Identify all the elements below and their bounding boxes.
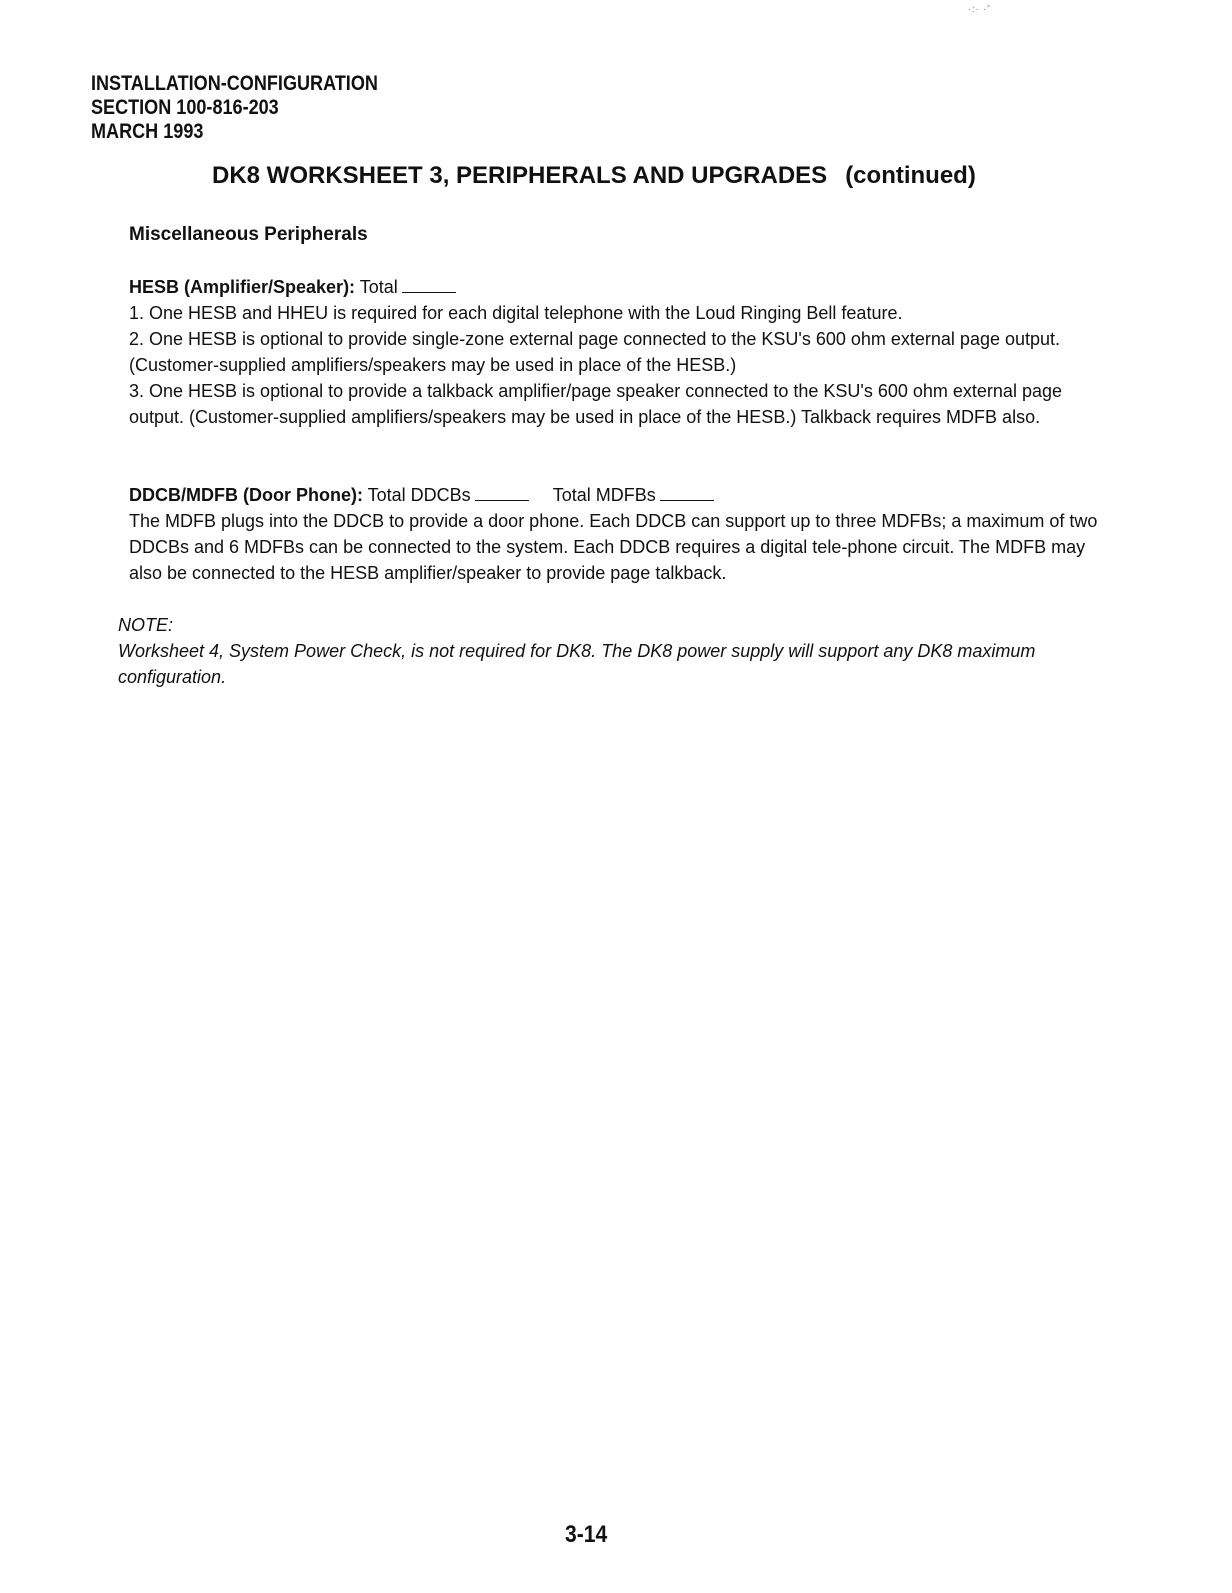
ddcb-section — [129, 482, 1099, 586]
hesb-total-blank[interactable] — [402, 278, 456, 293]
hesb-label: HESB (Amplifier/Speaker): — [129, 277, 356, 297]
note-text: Worksheet 4, System Power Check, is not required for DK8. The DK8 power supply will support any DK8 maximum configuration. — [118, 641, 1036, 687]
header-line-2: SECTION 100-816-203 — [91, 96, 279, 119]
page-title-main: DK8 WORKSHEET 3, PERIPHERALS AND UPGRADES — [212, 162, 828, 189]
ddcb-heading-line — [129, 482, 1099, 508]
hesb-heading-line — [129, 274, 1099, 300]
page-title-suffix: (continued) — [845, 162, 976, 189]
note-label: NOTE: — [118, 615, 174, 635]
ddcb-total-blank[interactable] — [475, 486, 529, 501]
hesb-item-2: 2. One HESB is optional to provide single-zone external page connected to the KSU's 600 ohm external page output. (Customer-supplied amplifiers/speakers may be used in place of the HESB.) — [129, 329, 1061, 375]
note-block — [118, 612, 1108, 690]
ddcb-label: DDCB/MDFB (Door Phone): — [129, 485, 363, 505]
header-line-1: INSTALLATION-CONFIGURATION — [91, 72, 378, 95]
section-heading: Miscellaneous Peripherals — [129, 224, 368, 245]
page-number: 3-14 — [565, 1521, 608, 1548]
page-title — [212, 161, 976, 191]
hesb-item-1: 1. One HESB and HHEU is required for each digital telephone with the Loud Ringing Bell feature. — [129, 303, 903, 323]
ddcb-description: The MDFB plugs into the DDCB to provide a door phone. Each DDCB can support up to three MDFBs; a maximum of two DDCBs and 6 MDFBs can be connected to the system. Each DDCB requires a digital tele-phone circuit. The MDFB may also be connected to the HESB amplifier/speaker to provide page talkback. — [129, 511, 1098, 583]
header-line-3: MARCH 1993 — [91, 120, 204, 143]
mdfb-total-label: Total MDFBs — [552, 485, 656, 505]
hesb-item-3: 3. One HESB is optional to provide a talkback amplifier/page speaker connected to the KSU's 600 ohm external page output. (Customer-supplied amplifiers/speakers may be used in place of the HESB.) Talkback requires MDFB also. — [129, 381, 1062, 427]
hesb-section — [129, 274, 1099, 430]
scan-speck: ·:· ·˜ — [968, 4, 991, 14]
ddcb-total-label: Total DDCBs — [367, 485, 471, 505]
document-header — [91, 72, 378, 144]
hesb-total-label: Total — [359, 277, 398, 297]
mdfb-total-blank[interactable] — [660, 486, 714, 501]
